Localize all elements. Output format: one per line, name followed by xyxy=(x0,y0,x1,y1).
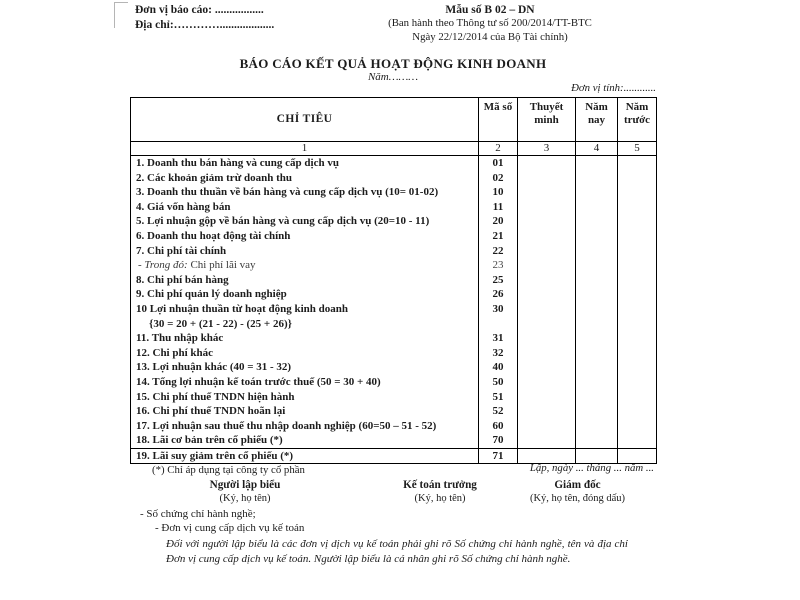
cell-nam-truoc xyxy=(618,360,657,375)
cell-nam-nay xyxy=(576,433,618,448)
report-table-wrapper xyxy=(130,97,657,464)
cell-nam-nay xyxy=(576,229,618,244)
row-code: 26 xyxy=(479,287,518,302)
row-code: 01 xyxy=(479,156,518,171)
table-header-row xyxy=(131,98,657,142)
accounting-service-unit-note: - Đơn vị cung cấp dịch vụ kế toán xyxy=(155,522,305,534)
row-label: 8. Chi phí bán hàng xyxy=(131,273,479,288)
row-label: 4. Giá vốn hàng bán xyxy=(131,200,479,215)
row-code: 30 xyxy=(479,302,518,331)
col-number-5: 5 xyxy=(618,142,657,156)
row-formula: {30 = 20 + (21 - 22) - (25 + 26)} xyxy=(149,317,292,330)
row-code: 23 xyxy=(479,258,518,273)
reporting-unit-block xyxy=(135,3,274,32)
signature-block-preparer xyxy=(130,478,360,506)
row-label: 14. Tổng lợi nhuận kế toán trước thuế (50 = 30 + 40) xyxy=(131,375,479,390)
cell-nam-nay xyxy=(576,244,618,259)
row-label: 17. Lợi nhuận sau thuế thu nhập doanh nghiệp (60=50 – 51 - 52) xyxy=(131,419,479,434)
col-header-thuyet-minh: Thuyết minh xyxy=(518,98,576,142)
cell-nam-truoc xyxy=(618,302,657,331)
col-header-ma-so: Mã số xyxy=(479,98,518,142)
table-row xyxy=(131,273,657,288)
report-year-line: Năm……… xyxy=(367,71,419,83)
cell-nam-nay xyxy=(576,346,618,361)
cell-thuyet-minh xyxy=(518,433,576,448)
cell-nam-nay xyxy=(576,171,618,186)
cell-nam-nay xyxy=(576,258,618,273)
cell-nam-truoc xyxy=(618,156,657,171)
col-number-4: 4 xyxy=(576,142,618,156)
table-row xyxy=(131,360,657,375)
signature-subtitle: (Ký, họ tên, đóng dấu) xyxy=(529,493,626,504)
table-row xyxy=(131,346,657,361)
row-label: 7. Chi phí tài chính xyxy=(131,244,479,259)
cell-nam-truoc xyxy=(618,214,657,229)
table-row xyxy=(131,185,657,200)
row-code: 40 xyxy=(479,360,518,375)
cell-nam-truoc xyxy=(618,244,657,259)
row-code: 32 xyxy=(479,346,518,361)
issuance-line-1: (Ban hành theo Thông tư số 200/2014/TT-BTC xyxy=(388,17,592,29)
cell-thuyet-minh xyxy=(518,258,576,273)
cell-thuyet-minh xyxy=(518,156,576,171)
cell-nam-truoc xyxy=(618,331,657,346)
cell-nam-truoc xyxy=(618,390,657,405)
table-row xyxy=(131,214,657,229)
cell-nam-nay xyxy=(576,214,618,229)
form-number: Mẫu số B 02 – DN xyxy=(445,4,535,16)
table-row xyxy=(131,258,657,273)
form-number-block xyxy=(330,3,650,44)
row-code: 70 xyxy=(479,433,518,448)
signature-title: Giám đốc xyxy=(554,479,601,491)
cell-nam-truoc xyxy=(618,419,657,434)
cell-nam-nay xyxy=(576,419,618,434)
cell-nam-nay xyxy=(576,331,618,346)
table-row xyxy=(131,156,657,171)
row-code: 21 xyxy=(479,229,518,244)
cell-thuyet-minh xyxy=(518,419,576,434)
cell-thuyet-minh xyxy=(518,375,576,390)
row-label: 10 Lợi nhuận thuần từ hoạt động kinh doanh {30 = 20 + (21 - 22) - (25 + 26)} xyxy=(131,302,479,331)
table-row xyxy=(131,244,657,259)
cell-nam-nay xyxy=(576,375,618,390)
row-label: - Trong đó: Chi phí lãi vay xyxy=(131,258,479,273)
signing-date-line: Lập, ngày ... tháng ... năm ... xyxy=(529,462,654,474)
cell-nam-nay xyxy=(576,287,618,302)
row-code: 22 xyxy=(479,244,518,259)
col-header-nam-truoc: Năm trước xyxy=(618,98,657,142)
signature-subtitle: (Ký, họ tên) xyxy=(414,493,466,504)
row-code: 52 xyxy=(479,404,518,419)
table-row xyxy=(131,404,657,419)
cell-nam-truoc xyxy=(618,258,657,273)
signature-title: Kế toán trưởng xyxy=(403,479,477,491)
cell-nam-truoc xyxy=(618,200,657,215)
address-field: Địa chỉ:…………................... xyxy=(135,18,275,31)
cell-nam-truoc xyxy=(618,346,657,361)
row-label: 18. Lãi cơ bản trên cổ phiếu (*) xyxy=(131,433,479,448)
table-row xyxy=(131,302,657,331)
cell-thuyet-minh xyxy=(518,185,576,200)
signature-subtitle: (Ký, họ tên) xyxy=(219,493,271,504)
col-header-chi-tieu: CHỈ TIÊU xyxy=(131,98,479,142)
row-code: 25 xyxy=(479,273,518,288)
table-row xyxy=(131,419,657,434)
row-code: 71 xyxy=(479,448,518,464)
report-title: BÁO CÁO KẾT QUẢ HOẠT ĐỘNG KINH DOANH xyxy=(239,56,547,71)
row-label: 3. Doanh thu thuần về bán hàng và cung cấp dịch vụ (10= 01-02) xyxy=(131,185,479,200)
row-label: 15. Chi phí thuế TNDN hiện hành xyxy=(131,390,479,405)
cell-thuyet-minh xyxy=(518,302,576,331)
cell-nam-nay xyxy=(576,302,618,331)
row-code: 60 xyxy=(479,419,518,434)
footer-italic-explanation: Đối với người lập biểu là các đơn vị dịch vụ kế toán phải ghi rõ Số chứng chỉ hành nghề, tên và địa chỉ Đơn vị cung cấp dịch vụ kế toán. Người lập biểu là cá nhân ghi rõ Số chứng chỉ hành nghề. xyxy=(166,538,628,565)
row-label: 16. Chi phí thuế TNDN hoãn lại xyxy=(131,404,479,419)
reporting-unit-field: Đơn vị báo cáo: ................. xyxy=(135,4,264,16)
cell-thuyet-minh xyxy=(518,273,576,288)
cell-nam-truoc xyxy=(618,229,657,244)
cell-thuyet-minh xyxy=(518,331,576,346)
corner-artifact xyxy=(114,2,128,28)
row-label: 9. Chi phí quản lý doanh nghiệp xyxy=(131,287,479,302)
table-row xyxy=(131,433,657,448)
signature-block-director xyxy=(495,478,660,506)
cell-nam-truoc xyxy=(618,404,657,419)
cell-thuyet-minh xyxy=(518,244,576,259)
cell-nam-truoc xyxy=(618,185,657,200)
cell-nam-nay xyxy=(576,185,618,200)
cell-nam-truoc xyxy=(618,433,657,448)
cell-nam-truoc xyxy=(618,287,657,302)
practicing-certificate-note: - Số chứng chỉ hành nghề; xyxy=(140,508,256,520)
cell-thuyet-minh xyxy=(518,287,576,302)
row-code: 10 xyxy=(479,185,518,200)
report-table xyxy=(130,97,657,464)
table-row xyxy=(131,390,657,405)
row-label: 13. Lợi nhuận khác (40 = 31 - 32) xyxy=(131,360,479,375)
row-code: 31 xyxy=(479,331,518,346)
row-code: 02 xyxy=(479,171,518,186)
table-row xyxy=(131,200,657,215)
row-label: 2. Các khoản giảm trừ doanh thu xyxy=(131,171,479,186)
table-row xyxy=(131,375,657,390)
col-number-2: 2 xyxy=(479,142,518,156)
row-label: 1. Doanh thu bán hàng và cung cấp dịch vụ xyxy=(131,156,479,171)
row-code: 20 xyxy=(479,214,518,229)
table-row xyxy=(131,229,657,244)
cell-nam-nay xyxy=(576,200,618,215)
row-code: 11 xyxy=(479,200,518,215)
row-code: 51 xyxy=(479,390,518,405)
cell-nam-truoc xyxy=(618,375,657,390)
currency-unit-note: Đơn vị tính:............ xyxy=(571,82,656,94)
row-label: 5. Lợi nhuận gộp về bán hàng và cung cấp dịch vụ (20=10 - 11) xyxy=(131,214,479,229)
row-label: 12. Chi phí khác xyxy=(131,346,479,361)
cell-thuyet-minh xyxy=(518,171,576,186)
cell-thuyet-minh xyxy=(518,214,576,229)
row-code: 50 xyxy=(479,375,518,390)
cell-nam-truoc xyxy=(618,171,657,186)
col-number-1: 1 xyxy=(131,142,479,156)
cell-thuyet-minh xyxy=(518,346,576,361)
cell-thuyet-minh xyxy=(518,404,576,419)
table-row xyxy=(131,171,657,186)
row-label: 19. Lãi suy giảm trên cổ phiếu (*) xyxy=(131,448,479,464)
table-row xyxy=(131,287,657,302)
cell-nam-nay xyxy=(576,390,618,405)
column-number-row xyxy=(131,142,657,156)
row-label: 6. Doanh thu hoạt động tài chính xyxy=(131,229,479,244)
col-number-3: 3 xyxy=(518,142,576,156)
cell-nam-truoc xyxy=(618,273,657,288)
issuance-line-2: Ngày 22/12/2014 của Bộ Tài chính) xyxy=(412,30,568,43)
row-label: 11. Thu nhập khác xyxy=(131,331,479,346)
col-header-nam-nay: Năm nay xyxy=(576,98,618,142)
cell-nam-nay xyxy=(576,404,618,419)
cell-nam-nay xyxy=(576,156,618,171)
table-row xyxy=(131,331,657,346)
asterisk-note: (*) Chỉ áp dụng tại công ty cổ phần xyxy=(152,464,305,476)
cell-nam-nay xyxy=(576,360,618,375)
cell-thuyet-minh xyxy=(518,390,576,405)
cell-thuyet-minh xyxy=(518,360,576,375)
cell-nam-nay xyxy=(576,273,618,288)
cell-thuyet-minh xyxy=(518,229,576,244)
report-table-body xyxy=(131,156,657,464)
signature-title: Người lập biểu xyxy=(209,479,281,491)
cell-thuyet-minh xyxy=(518,200,576,215)
